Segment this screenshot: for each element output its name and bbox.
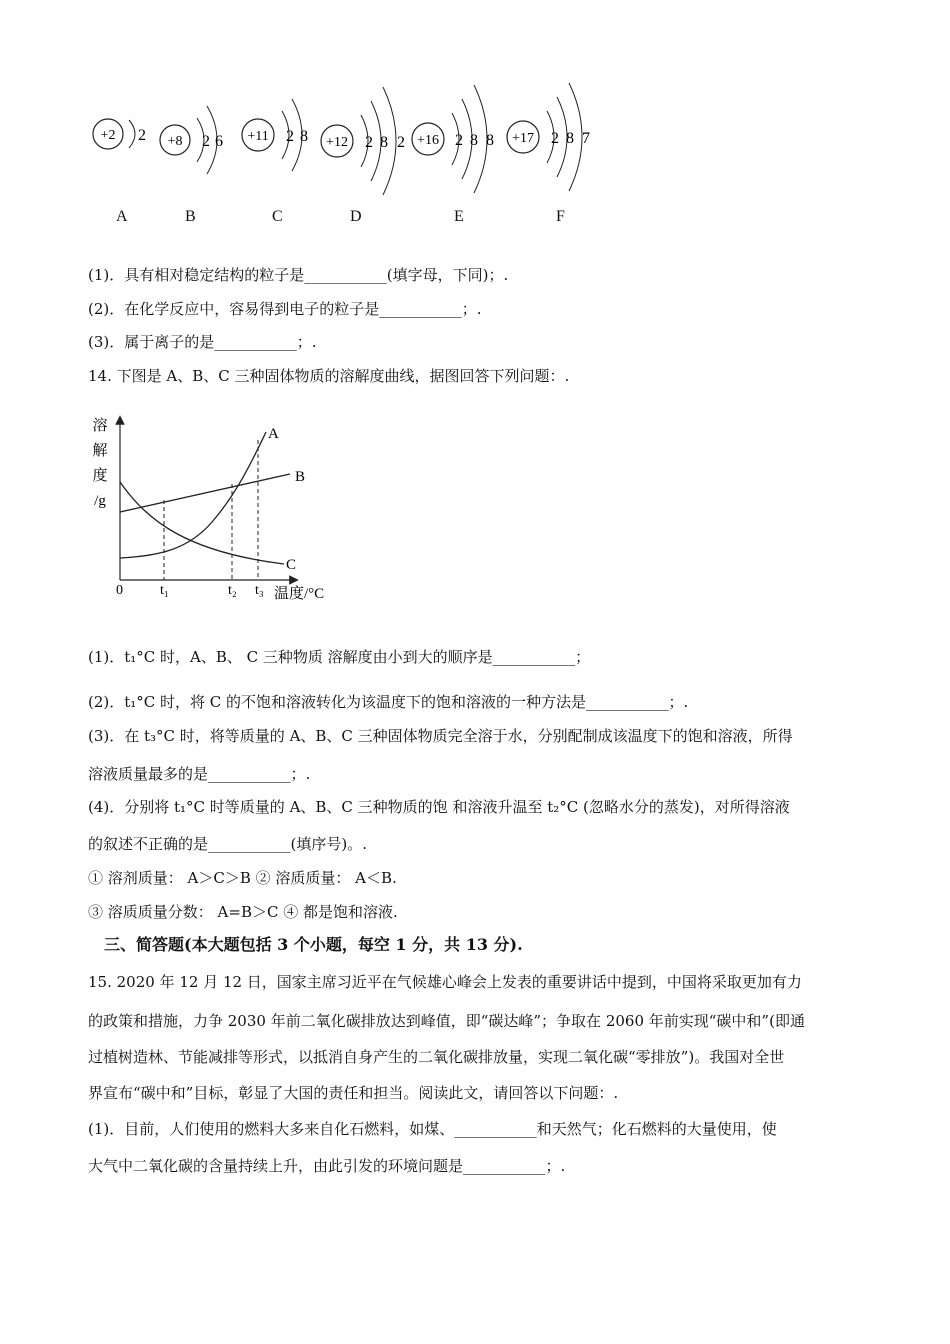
solubility-chart [88, 412, 348, 612]
atom-c-shell-2: 8 [300, 128, 308, 145]
q15-part1-line1: (1)．目前，人们使用的燃料大多来自化石燃料，如煤、___________和天然气；化石燃料的大量使用，使 [88, 1120, 777, 1138]
q13-part2: (2)．在化学反应中，容易得到电子的粒子是___________；. [88, 300, 482, 318]
atom-letter-f: F [556, 208, 565, 225]
series-b-label: B [295, 469, 306, 485]
q14-part1: (1)．t₁°C 时，A、B、 C 三种物质 溶解度由小到大的顺序是___________； [88, 648, 591, 666]
atom-f-nucleus: +17 [512, 131, 534, 146]
atom-e-shell-2: 8 [470, 132, 478, 149]
series-c-label: C [286, 557, 297, 573]
q14-part2: (2)．t₁°C 时，将 C 的不饱和溶液转化为该温度下的饱和溶液的一种方法是___________；. [88, 693, 689, 711]
atom-d [321, 87, 405, 195]
origin-label: 0 [116, 583, 123, 598]
atom-letter-d: D [350, 208, 362, 225]
q14-options-row2: ③ 溶质质量分数： A=B＞C ④ 都是饱和溶液. [88, 903, 398, 921]
atom-b-shell-2: 6 [215, 133, 223, 150]
atom-a-nucleus: +2 [100, 128, 116, 143]
q14-part4-line1: (4)．分别将 t₁°C 时等质量的 A、B、C 三种物质的饱 和溶液升温至 t₂°C (忽略水分的蒸发)，对所得溶液 [88, 798, 790, 816]
atom-structure-diagrams [80, 80, 700, 280]
atom-f-shell-1: 2 [551, 130, 559, 147]
series-a-curve [120, 432, 266, 558]
atom-letter-e: E [454, 208, 464, 225]
q15-line4: 界宣布“碳中和”目标，彰显了大国的责任和担当。阅读此文，请回答以下问题：. [88, 1084, 619, 1102]
atom-f [507, 83, 590, 191]
atom-letter-b: B [185, 208, 196, 225]
atom-a [93, 119, 146, 149]
x-tick-t3: t₃ [255, 583, 264, 598]
atom-c-nucleus: +11 [247, 129, 269, 144]
atom-b [160, 106, 223, 174]
q15-line1: 15. 2020 年 12 月 12 日，国家主席习近平在气候雄心峰会上发表的重要讲话中提到，中国将采取更加有力 [88, 973, 802, 991]
atom-d-shell-1: 2 [365, 134, 373, 151]
atom-e-shell-1: 2 [455, 132, 463, 149]
section-heading: 三、简答题(本大题包括 3 个小题，每空 1 分，共 13 分). [104, 935, 523, 954]
atom-letter-c: C [272, 208, 283, 225]
atom-e [412, 85, 494, 193]
x-tick-t1: t₁ [160, 583, 169, 598]
atom-d-shell-3: 2 [397, 134, 405, 151]
x-axis-label: 温度/°C [274, 586, 325, 602]
y-axis-label [92, 417, 107, 509]
atom-a-shell-1: 2 [138, 127, 146, 144]
q13-part1: (1)．具有相对稳定结构的粒子是___________(填字母，下同)；. [88, 266, 509, 284]
series-a-label: A [268, 426, 279, 442]
atom-e-nucleus: +16 [417, 133, 439, 148]
q15-part1-line2: 大气中二氧化碳的含量持续上升，由此引发的环境问题是___________；. [88, 1157, 566, 1175]
q14-part3-line1: (3)．在 t₃°C 时，将等质量的 A、B、C 三种固体物质完全溶于水，分别配制成该温度下的饱和溶液，所得 [88, 727, 793, 745]
atom-e-shell-3: 8 [486, 132, 494, 149]
series-b-line [120, 474, 290, 512]
q14-stem: 14. 下图是 A、B、C 三种固体物质的溶解度曲线，据图回答下列问题：. [88, 367, 570, 385]
q13-part3: (3)．属于离子的是___________；. [88, 333, 317, 351]
atom-letter-a: A [116, 208, 128, 225]
atom-c-shell-1: 2 [286, 128, 294, 145]
atom-f-shell-3: 7 [582, 130, 590, 147]
atom-b-shell-1: 2 [202, 133, 210, 150]
atom-d-nucleus: +12 [326, 135, 348, 150]
atom-c [242, 99, 308, 171]
x-tick-t2: t₂ [228, 583, 237, 598]
q14-part3-line2: 溶液质量最多的是___________；. [88, 765, 311, 783]
atom-b-nucleus: +8 [167, 134, 183, 149]
q15-line2: 的政策和措施，力争 2030 年前二氧化碳排放达到峰值，即“碳达峰”；争取在 2060 年前实现“碳中和”(即通 [88, 1012, 805, 1030]
q14-part4-line2: 的叙述不正确的是___________(填序号)。. [88, 835, 367, 853]
atom-d-shell-2: 8 [380, 134, 388, 151]
q14-options-row1: ① 溶剂质量： A＞C＞B ② 溶质质量： A＜B. [88, 869, 397, 887]
svg-text:溶解度/g: 溶解度/g [92, 418, 108, 509]
atom-f-shell-2: 8 [566, 130, 574, 147]
q15-line3: 过植树造林、节能减排等形式，以抵消自身产生的二氧化碳排放量，实现二氧化碳“零排放”)。我国对全世 [88, 1048, 785, 1066]
